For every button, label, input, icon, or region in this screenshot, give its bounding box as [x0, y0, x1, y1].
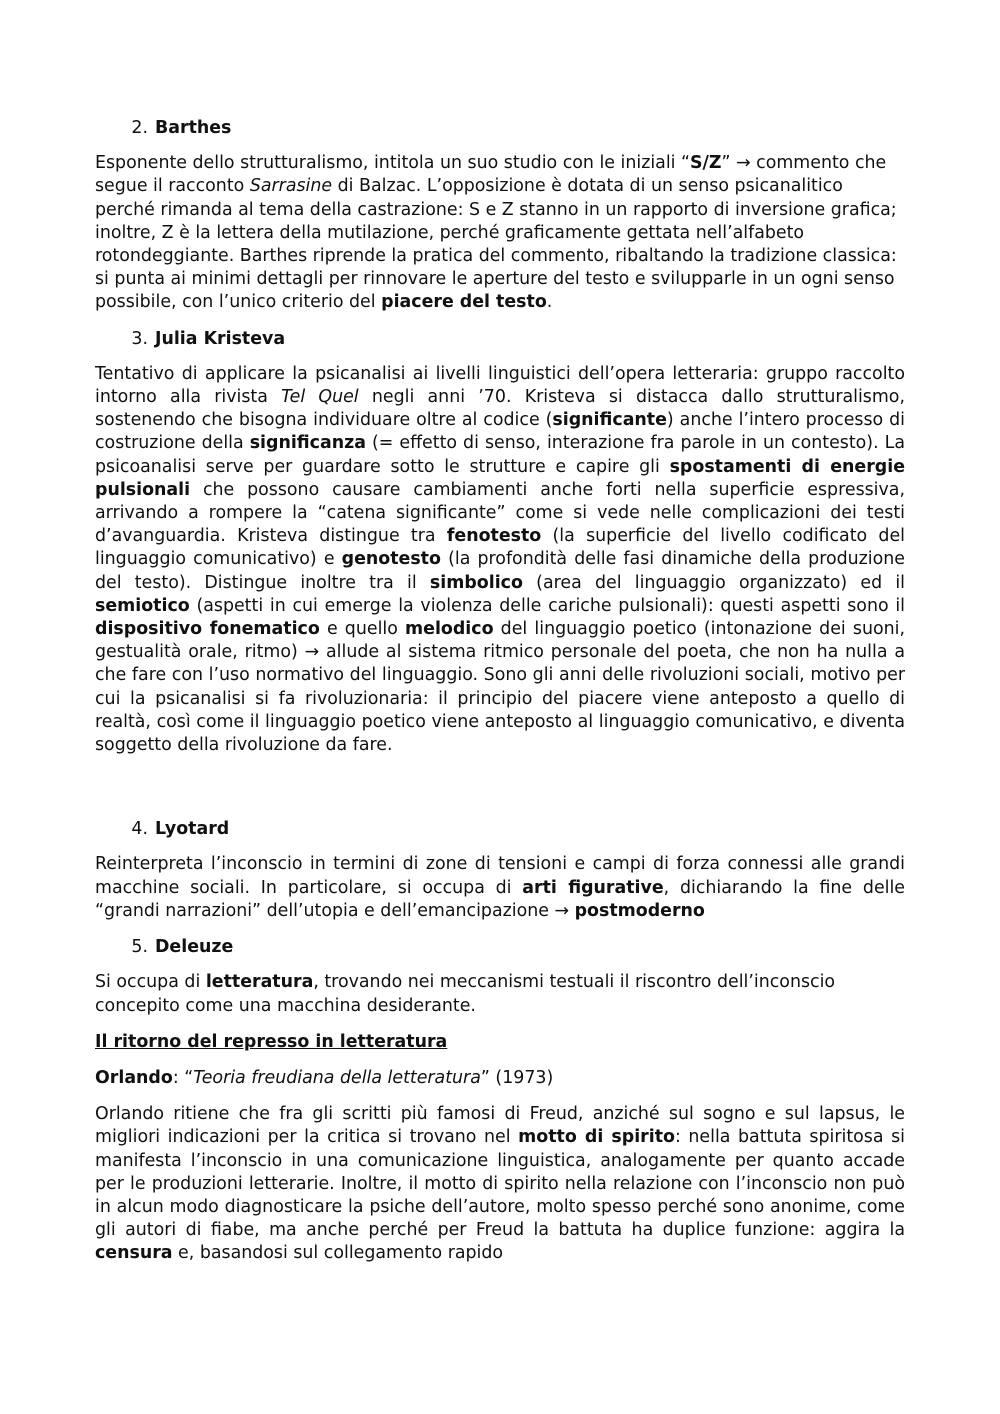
- list-number: 5.: [131, 937, 148, 958]
- list-number: 4.: [131, 819, 148, 840]
- section-heading-lyotard: [95, 818, 905, 841]
- paragraph-orlando: Orlando ritiene che fra gli scritti più famosi di Freud, anziché sul sogno e sul lapsus, le migliori indicazioni per la critica si trovano nel motto di spirito: nella battuta spiritosa si manifesta l’inconscio in una comunicazione linguistica, analogamente per quanto accade per le produzioni letterarie. Inoltre, il motto di spirito nella relazione con l’inconscio non può in alcun modo diagnosticare la psiche dell’autore, molto spesso perché sono anonime, come gli autori di fiabe, ma anche perché per Freud la battuta ha duplice funzione: aggira la censura e, basandosi sul collegamento rapido: [95, 1104, 905, 1264]
- list-number: 3.: [131, 328, 148, 349]
- paragraph-kristeva: Tentativo di applicare la psicanalisi ai livelli linguistici dell’opera letteraria: gruppo raccolto intorno alla rivista Tel Quel negli anni ’70. Kristeva si distacca dallo strutturalismo, sostenendo che bisogna individuare oltre al codice (significante) anche l’intero processo di costruzione della significanza (= effetto di senso, interazione fra parole in un contesto). La psicoanalisi serve per guardare sotto le strutture e capire gli spostamenti di energie pulsionali che possono causare cambiamenti anche forti nella superficie espressiva, arrivando a rompere la “catena significante” come si vede nelle complicazioni dei testi d’avanguardia. Kristeva distingue tra fenotesto (la superficie del livello codificato del linguaggio comunicativo) e genotesto (la profondità delle fasi dinamiche della produzione del testo). Distingue inoltre tra il simbolico (area del linguaggio organizzato) ed il semiotico (aspetti in cui emerge la violenza delle cariche pulsionali): questi aspetti sono il dispositivo fonematico e quello melodico del linguaggio poetico (intonazione dei suoni, gestualità orale, ritmo) → allude al sistema ritmico personale del poeta, che non ha nulla a che fare con l’uso normativo del linguaggio. Sono gli anni delle rivoluzioni sociali, motivo per cui la psicanalisi si fa rivoluzionaria: il principio del piacere viene anteposto a quello di realtà, così come il linguaggio poetico viene anteposto al linguaggio comunicativo, e diventa soggetto della rivoluzione da fare.: [95, 363, 905, 756]
- section-title: Julia Kristeva: [155, 328, 286, 349]
- spacer: [95, 770, 905, 806]
- paragraph-lyotard: Reinterpreta l’inconscio in termini di zone di tensioni e campi di forza connessi alle grandi macchine sociali. In particolare, si occupa di arti figurative, dichiarando la fine delle “grandi narrazioni” dell’utopia e dell’emancipazione → postmoderno: [95, 854, 906, 921]
- list-number: 2.: [131, 118, 148, 138]
- citation-orlando: Orlando: “Teoria freudiana della letteratura” (1973): [95, 1067, 554, 1088]
- section-heading-deleuze: [95, 936, 905, 959]
- document-page: [95, 105, 905, 1279]
- section-heading-barthes: [95, 117, 905, 140]
- chapter-heading: Il ritorno del represso in letteratura: [95, 1031, 448, 1052]
- paragraph-deleuze: Si occupa di letteratura, trovando nei meccanismi testuali il riscontro dell’inconscio concepito come una macchina desiderante.: [95, 972, 836, 1016]
- section-title: Lyotard: [155, 819, 230, 840]
- section-title: Deleuze: [155, 937, 234, 958]
- paragraph-barthes: Esponente dello strutturalismo, intitola un suo studio con le iniziali “S/Z” → commento che segue il racconto Sarrasine di Balzac. L’opposizione è dotata di un senso psicanalitico perché rimanda al tema della castrazione: S e Z stanno in un rapporto di inversione grafica; inoltre, Z è la lettera della mutilazione, perché graficamente gettata nell’alfabeto rotondeggiante. Barthes riprende la pratica del commento, ribaltando la tradizione classica: si punta ai minimi dettagli per rinnovare le aperture del testo e svilupparle in un ogni senso possibile, con l’unico criterio del piacere del testo.: [95, 153, 897, 313]
- section-heading-kristeva: [95, 328, 905, 351]
- section-title: Barthes: [155, 118, 232, 138]
